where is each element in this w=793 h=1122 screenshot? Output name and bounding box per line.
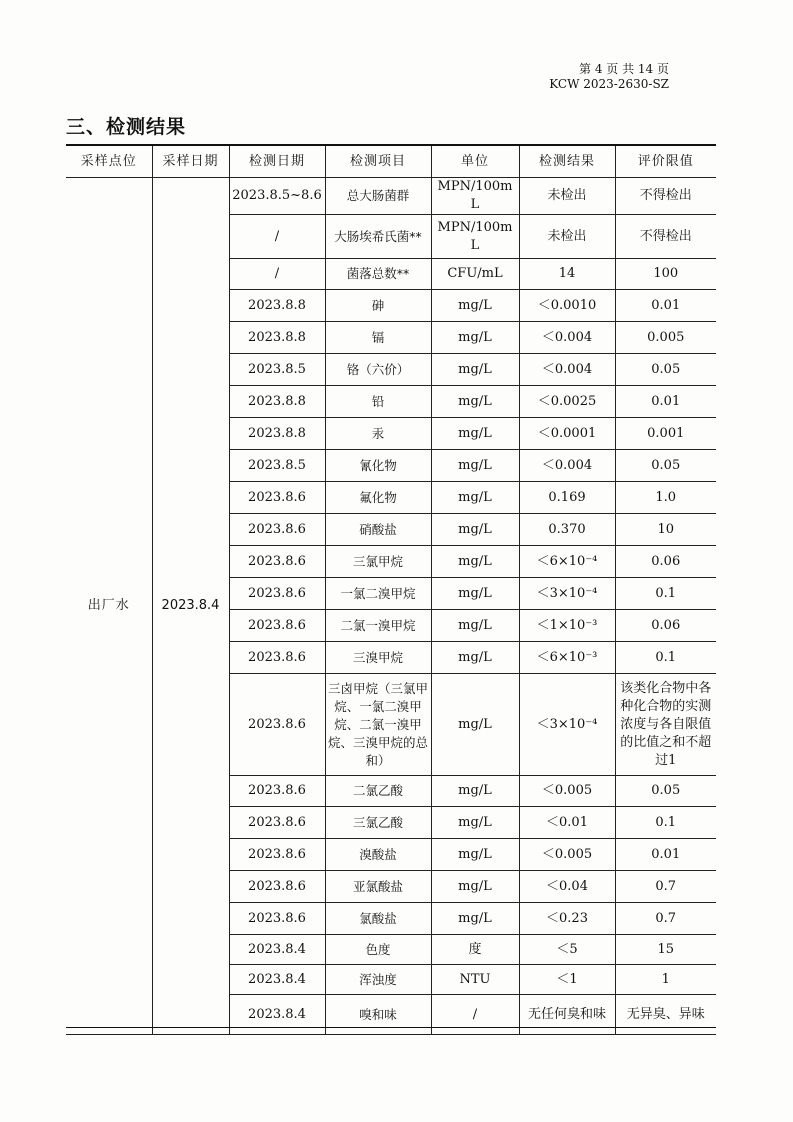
unit-cell: mg/L: [431, 290, 519, 322]
unit-cell: MPN/100mL: [431, 215, 519, 259]
limit-cell: 0.01: [615, 386, 716, 418]
unit-cell: mg/L: [431, 903, 519, 935]
page-number: 第 4 页 共 14 页: [579, 62, 669, 76]
test-item-cell: 氰化物: [325, 450, 431, 482]
limit-cell: 0.05: [615, 450, 716, 482]
unit-cell: mg/L: [431, 674, 519, 776]
results-table: [66, 146, 716, 1035]
test-item-cell: 溴酸盐: [325, 839, 431, 871]
result-cell: ＜6×10⁻³: [519, 642, 615, 674]
result-cell: 14: [519, 259, 615, 290]
test-date-cell: 2023.8.6: [229, 839, 325, 871]
unit-cell: mg/L: [431, 386, 519, 418]
report-number: KCW 2023-2630-SZ: [549, 77, 669, 91]
test-item-cell: 色度: [325, 935, 431, 965]
unit-cell: 度: [431, 935, 519, 965]
limit-cell: 0.06: [615, 610, 716, 642]
limit-cell: 0.1: [615, 807, 716, 839]
test-date-cell: 2023.8.6: [229, 807, 325, 839]
result-cell: ＜0.005: [519, 839, 615, 871]
result-cell: ＜0.0010: [519, 290, 615, 322]
test-item-cell: 氟化物: [325, 482, 431, 514]
test-item-cell: 铬（六价）: [325, 354, 431, 386]
unit-cell: mg/L: [431, 418, 519, 450]
unit-cell: mg/L: [431, 514, 519, 546]
limit-cell: 不得检出: [615, 178, 716, 215]
test-item-cell: 亚氯酸盐: [325, 871, 431, 903]
limit-cell: 100: [615, 259, 716, 290]
result-cell: ＜0.04: [519, 871, 615, 903]
result-cell: ＜0.004: [519, 354, 615, 386]
result-cell: ＜0.004: [519, 450, 615, 482]
test-date-cell: 2023.8.6: [229, 482, 325, 514]
result-cell: 无任何臭和味: [519, 995, 615, 1035]
test-date-cell: 2023.8.8: [229, 290, 325, 322]
test-item-cell: 镉: [325, 322, 431, 354]
unit-cell: mg/L: [431, 839, 519, 871]
test-item-cell: 三溴甲烷: [325, 642, 431, 674]
result-cell: ＜0.0025: [519, 386, 615, 418]
test-date-cell: 2023.8.6: [229, 514, 325, 546]
unit-cell: mg/L: [431, 450, 519, 482]
limit-cell: 不得检出: [615, 215, 716, 259]
result-cell: ＜0.005: [519, 776, 615, 807]
test-item-cell: 二氯乙酸: [325, 776, 431, 807]
header-sampling-date: 采样日期: [152, 146, 229, 178]
limit-cell: 0.7: [615, 871, 716, 903]
limit-cell: 0.05: [615, 776, 716, 807]
test-date-cell: 2023.8.4: [229, 995, 325, 1035]
result-cell: 未检出: [519, 178, 615, 215]
unit-cell: NTU: [431, 965, 519, 995]
test-date-cell: 2023.8.6: [229, 546, 325, 578]
limit-cell: 0.06: [615, 546, 716, 578]
result-cell: ＜0.23: [519, 903, 615, 935]
result-cell: ＜3×10⁻⁴: [519, 674, 615, 776]
test-date-cell: 2023.8.5: [229, 354, 325, 386]
header-unit: 单位: [431, 146, 519, 178]
limit-cell: 0.7: [615, 903, 716, 935]
limit-cell: 1.0: [615, 482, 716, 514]
unit-cell: /: [431, 995, 519, 1035]
result-cell: ＜0.004: [519, 322, 615, 354]
header-test-date: 检测日期: [229, 146, 325, 178]
unit-cell: mg/L: [431, 610, 519, 642]
test-item-cell: 浑浊度: [325, 965, 431, 995]
header-limit: 评价限值: [615, 146, 716, 178]
test-date-cell: 2023.8.6: [229, 642, 325, 674]
test-item-cell: 砷: [325, 290, 431, 322]
test-date-cell: 2023.8.6: [229, 674, 325, 776]
test-date-cell: 2023.8.5~8.6: [229, 178, 325, 215]
test-date-cell: 2023.8.6: [229, 776, 325, 807]
test-item-cell: 硝酸盐: [325, 514, 431, 546]
header-sampling-point: 采样点位: [66, 146, 152, 178]
test-item-cell: 菌落总数**: [325, 259, 431, 290]
limit-cell: 0.1: [615, 578, 716, 610]
limit-cell: 1: [615, 965, 716, 995]
sampling-point-cell: 出厂水: [66, 178, 152, 1035]
result-cell: 未检出: [519, 215, 615, 259]
test-date-cell: 2023.8.6: [229, 871, 325, 903]
header-result: 检测结果: [519, 146, 615, 178]
unit-cell: mg/L: [431, 322, 519, 354]
test-item-cell: 嗅和味: [325, 995, 431, 1035]
test-date-cell: 2023.8.8: [229, 386, 325, 418]
limit-cell: 10: [615, 514, 716, 546]
unit-cell: mg/L: [431, 482, 519, 514]
test-date-cell: 2023.8.4: [229, 965, 325, 995]
test-date-cell: 2023.8.6: [229, 610, 325, 642]
unit-cell: MPN/100mL: [431, 178, 519, 215]
test-item-cell: 总大肠菌群: [325, 178, 431, 215]
limit-cell: 0.01: [615, 290, 716, 322]
unit-cell: mg/L: [431, 642, 519, 674]
table-bottom-rule: [66, 1027, 716, 1028]
result-cell: 0.169: [519, 482, 615, 514]
unit-cell: mg/L: [431, 354, 519, 386]
result-cell: ＜1×10⁻³: [519, 610, 615, 642]
test-date-cell: 2023.8.8: [229, 322, 325, 354]
test-date-cell: 2023.8.5: [229, 450, 325, 482]
unit-cell: mg/L: [431, 546, 519, 578]
test-item-cell: 三氯甲烷: [325, 546, 431, 578]
test-date-cell: /: [229, 215, 325, 259]
limit-cell: 无异臭、异味: [615, 995, 716, 1035]
limit-cell: 0.05: [615, 354, 716, 386]
test-date-cell: 2023.8.6: [229, 903, 325, 935]
result-cell: ＜1: [519, 965, 615, 995]
limit-cell: 0.1: [615, 642, 716, 674]
result-cell: ＜5: [519, 935, 615, 965]
result-cell: ＜0.0001: [519, 418, 615, 450]
unit-cell: mg/L: [431, 807, 519, 839]
limit-cell: 0.005: [615, 322, 716, 354]
unit-cell: CFU/mL: [431, 259, 519, 290]
limit-cell: 0.01: [615, 839, 716, 871]
test-item-cell: 大肠埃希氏菌**: [325, 215, 431, 259]
header-test-item: 检测项目: [325, 146, 431, 178]
unit-cell: mg/L: [431, 871, 519, 903]
result-cell: 0.370: [519, 514, 615, 546]
test-date-cell: 2023.8.4: [229, 935, 325, 965]
limit-cell: 15: [615, 935, 716, 965]
result-cell: ＜3×10⁻⁴: [519, 578, 615, 610]
unit-cell: mg/L: [431, 578, 519, 610]
test-item-cell: 氯酸盐: [325, 903, 431, 935]
unit-cell: mg/L: [431, 776, 519, 807]
limit-cell: 0.001: [615, 418, 716, 450]
result-cell: ＜6×10⁻⁴: [519, 546, 615, 578]
result-cell: ＜0.01: [519, 807, 615, 839]
section-title: 三、检测结果: [66, 116, 187, 138]
test-date-cell: 2023.8.6: [229, 578, 325, 610]
table-row: [66, 178, 716, 215]
sampling-date-cell: 2023.8.4: [152, 178, 229, 1035]
test-item-cell: 汞: [325, 418, 431, 450]
test-item-cell: 铅: [325, 386, 431, 418]
table-header-row: [66, 146, 716, 178]
limit-cell: 该类化合物中各种化合物的实测浓度与各自限值的比值之和不超过1: [615, 674, 716, 776]
test-item-cell: 三氯乙酸: [325, 807, 431, 839]
test-item-cell: 一氯二溴甲烷: [325, 578, 431, 610]
test-date-cell: 2023.8.8: [229, 418, 325, 450]
test-item-cell: 三卤甲烷（三氯甲烷、一氯二溴甲烷、二氯一溴甲烷、三溴甲烷的总和）: [325, 674, 431, 776]
test-date-cell: /: [229, 259, 325, 290]
test-item-cell: 二氯一溴甲烷: [325, 610, 431, 642]
